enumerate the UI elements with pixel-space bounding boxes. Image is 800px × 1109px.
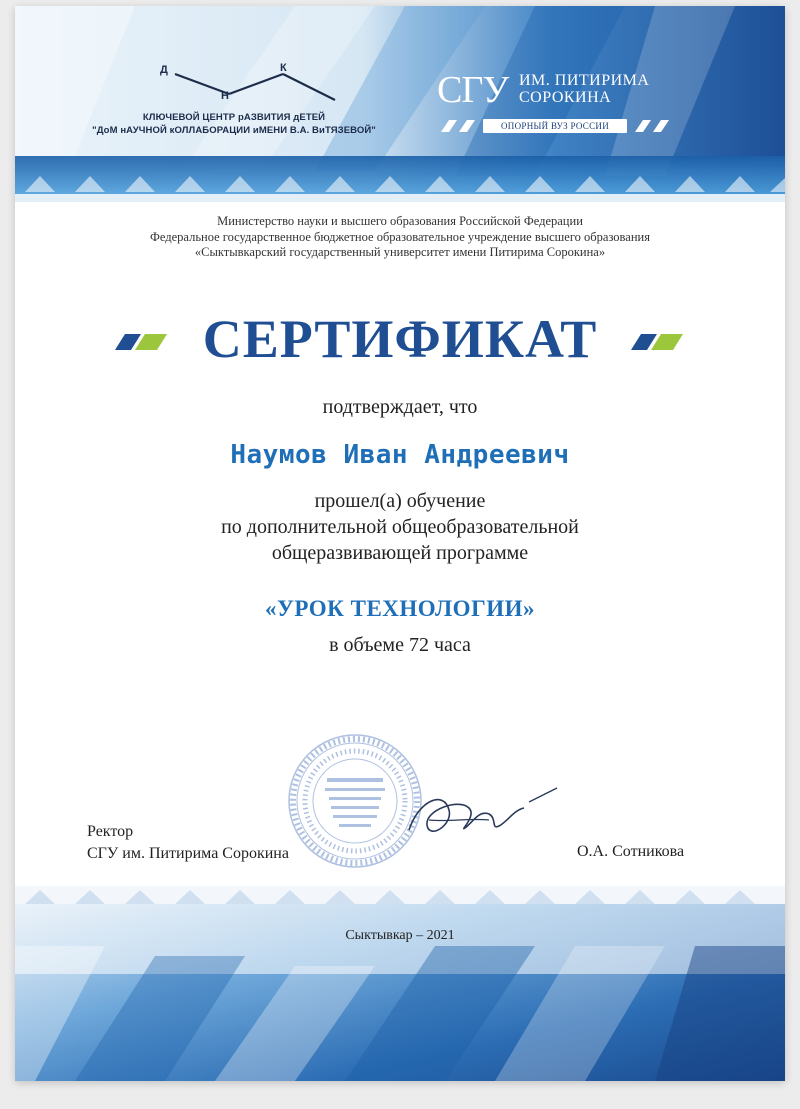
- recipient-name: Наумов Иван Андреевич: [230, 440, 570, 470]
- sgu-name-line1: ИМ. ПИТИРИМА: [519, 72, 650, 89]
- dnk-letter-k: К: [280, 62, 287, 74]
- completion-text: [15, 488, 785, 566]
- certificate-title: СЕРТИФИКАТ: [202, 309, 598, 369]
- ministry-block: [15, 214, 785, 261]
- ministry-line2: Федеральное государственное бюджетное образовательное учреждение высшего образования: [150, 229, 650, 244]
- signature-scribble: [399, 780, 559, 850]
- signer-name: О.А. Сотникова: [577, 843, 685, 860]
- dnk-title-line2: "ДоМ нАУЧНОЙ кОЛЛАБОРАЦИИ иМЕНИ В.А. ВиТЯЗЕВОЙ": [92, 125, 376, 136]
- dnk-logo: [89, 58, 379, 153]
- dnk-letter-d: Д: [160, 64, 168, 76]
- confirms-text: подтверждает, что: [322, 396, 478, 418]
- completion-line2: по дополнительной общеобразовательной: [221, 516, 579, 538]
- ministry-line1: Министерство науки и высшего образования Российской Федерации: [217, 214, 583, 228]
- rector-university: СГУ им. Питирима Сорокина: [87, 845, 289, 862]
- program-volume: в объеме 72 часа: [329, 634, 471, 656]
- sgu-tagline: ОПОРНЫЙ ВУЗ РОССИИ: [483, 119, 627, 133]
- dnk-title-line1: КЛЮЧЕВОЙ ЦЕНТР рАЗВИТИЯ дЕТЕЙ: [142, 112, 326, 123]
- molecule-icon: [89, 58, 379, 108]
- sgu-abbr: СГУ: [437, 69, 509, 111]
- city-year: Сыктывкар – 2021: [345, 928, 455, 943]
- sgu-logo: [435, 66, 705, 141]
- certificate-page: [15, 6, 785, 1081]
- rector-position: [87, 821, 289, 865]
- sgu-name-line2: СОРОКИНА: [519, 89, 612, 106]
- title-deco-left: [115, 330, 175, 350]
- rector-title: Ректор: [87, 823, 134, 840]
- footer-banner: [15, 886, 785, 1081]
- title-row: [15, 306, 785, 376]
- ministry-line3: «Сыктывкарский государственный университет имени Питирима Сорокина»: [194, 245, 606, 259]
- title-deco-right: [631, 330, 691, 350]
- program-name: «УРОК ТЕХНОЛОГИИ»: [265, 596, 535, 621]
- dnk-letter-n: Н: [221, 90, 229, 102]
- completion-line1: прошел(а) обучение: [314, 490, 486, 512]
- completion-line3: общеразвивающей программе: [271, 542, 529, 564]
